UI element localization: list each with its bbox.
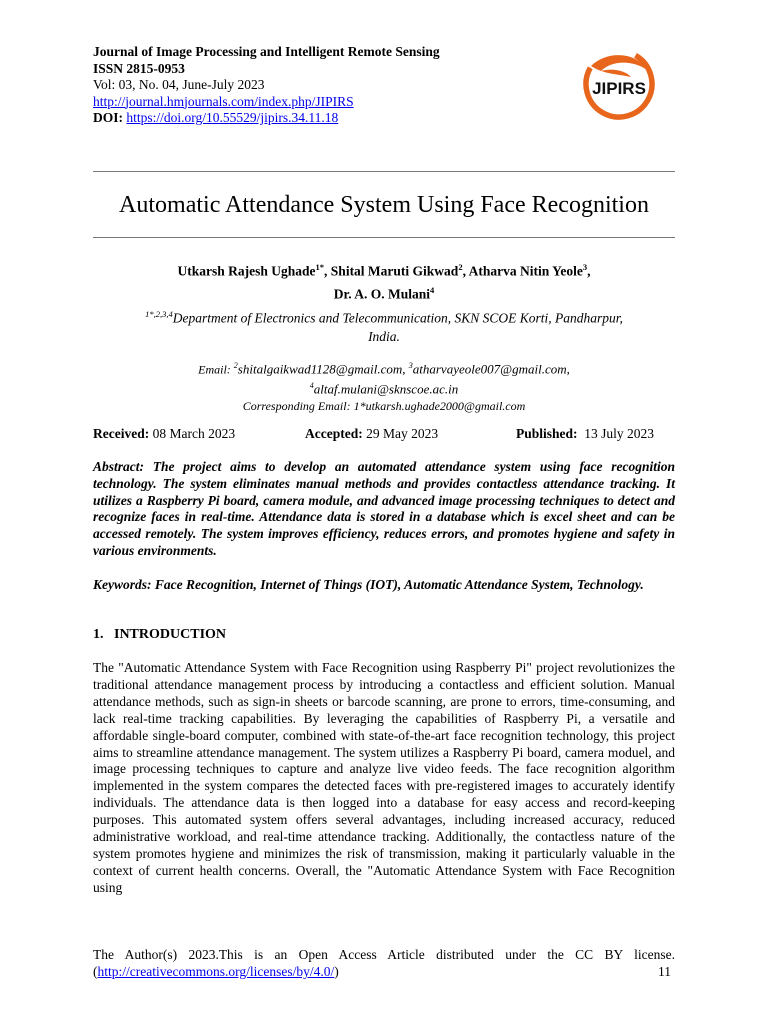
author-sup: 1* bbox=[315, 262, 325, 272]
title-rule-top bbox=[93, 171, 675, 172]
email-block: Email: $^2$shitalgaikwad1128@gmail.com, $^3$atharvayeole007@gmail.com, $^4$altaf.mulani@sknscoe.ac.in Corresponding Email: 1*utkarsh.ughade2000@gmail.com bbox=[198, 361, 570, 413]
corresponding-label: Corresponding Email: bbox=[242, 398, 354, 413]
corresponding-email: 1*utkarsh.ughade2000@gmail.com bbox=[353, 398, 526, 413]
affiliation-sup: 1*,2,3,4 bbox=[145, 309, 173, 319]
author-name: Utkarsh Rajesh Ughade bbox=[177, 263, 316, 279]
paper-page bbox=[93, 0, 675, 1024]
keywords bbox=[93, 577, 675, 594]
email-label: Email: bbox=[198, 362, 234, 377]
section-heading: 1. INTRODUCTION bbox=[93, 627, 227, 642]
doi-link[interactable]: https://doi.org/10.55529/jipirs.34.11.18 bbox=[126, 110, 339, 125]
affiliation bbox=[93, 305, 675, 346]
license-footer: The Author(s) 2023.This is an Open Access Article distributed under the CC BY license. (http://creativecommons.org/licenses/by/4.0/) 11 bbox=[93, 947, 675, 979]
author-list: Utkarsh Rajesh Ughade$^{1*}$, Shital Maruti Gikwad$^2$, Atharva Nitin Yeole$^3$, Dr. A. O. Mulani$^4$ bbox=[177, 262, 591, 301]
author-name: Dr. A. O. Mulani bbox=[333, 286, 431, 301]
affiliation-line-1: Department of Electronics and Telecommunication, SKN SCOE Korti, Pandharpur, bbox=[172, 310, 623, 326]
publication-dates bbox=[93, 425, 675, 443]
doi-label: DOI: bbox=[93, 110, 123, 125]
license-text: The Author(s) 2023.This is an Open Access Article distributed under the CC BY license. bbox=[93, 947, 675, 962]
page-number: 11 bbox=[658, 964, 671, 979]
journal-header bbox=[93, 44, 513, 127]
logo-text: JIPIRS bbox=[592, 79, 646, 98]
email-2: shitalgaikwad1128@gmail.com, bbox=[237, 361, 409, 377]
email-3: atharvayeole007@gmail.com, bbox=[412, 361, 570, 377]
abstract-text: The project aims to develop an automated attendance system using face recognition technology. The system eliminates manual methods and provides contactless attendance tracking. It utilizes a Raspberry Pi board, camera module, and advanced image processing techniques to detect and recognize faces in real-time. Attendance data is stored in a database which is excel sheet and can be accessed remotely. The system improves efficiency, reduces errors, and promotes hygiene and safety in various environments. bbox=[93, 459, 675, 558]
journal-issn: ISSN 2815-0953 bbox=[93, 60, 185, 76]
license-link[interactable]: http://creativecommons.org/licenses/by/4.0/ bbox=[97, 964, 335, 979]
received-date: Received: 08 March 2023 bbox=[93, 426, 236, 441]
email-4: altaf.mulani@sknscoe.ac.in bbox=[313, 381, 459, 397]
author-sup: 2 bbox=[458, 262, 463, 272]
paper-title: Automatic Attendance System Using Face Recognition bbox=[119, 192, 649, 218]
author-name: Shital Maruti Gikwad bbox=[330, 263, 459, 279]
jipirs-logo bbox=[571, 44, 667, 128]
journal-volume: Vol: 03, No. 04, June-July 2023 bbox=[93, 77, 265, 92]
abstract bbox=[93, 459, 675, 560]
journal-title: Journal of Image Processing and Intelligent Remote Sensing bbox=[93, 44, 440, 59]
journal-url-link[interactable]: http://journal.hmjournals.com/index.php/JIPIRS bbox=[93, 93, 354, 109]
author-sup: 4 bbox=[430, 284, 435, 295]
author-name: Atharva Nitin Yeole bbox=[468, 263, 583, 279]
accepted-date: Accepted: 29 May 2023 bbox=[305, 426, 439, 441]
title-rule-bottom bbox=[93, 237, 675, 238]
affiliation-line-2: India. bbox=[368, 328, 400, 344]
keywords-text: Face Recognition, Internet of Things (IOT), Automatic Attendance System, Technology. bbox=[154, 577, 644, 592]
published-date: Published: 13 July 2023 bbox=[516, 426, 655, 441]
introduction-paragraph: The "Automatic Attendance System with Face Recognition using Raspberry Pi" project revolutionizes the traditional attendance management process by introducing a contactless and efficient solution. Manual attendance methods, such as sign-in sheets or barcode scanning, are prone to errors, time-consuming, and lack real-time tracking capabilities. By leveraging the capabilities of Raspberry Pi, a versatile and affordable single-board computer, combined with state-of-the-art face recognition technology, this project aims to streamline attendance management. The system utilizes a Raspberry Pi board, camera moduel, and image processing techniques to capture and analyze live video feeds. The face recognition algorithm implemented in the system compares the detected faces with pre-registered images to accurately identify individuals. The attendance data is then logged into a database for easy access and record-keeping purposes. This automated system offers several advantages, including increased accuracy, reduced administrative workload, and real-time attendance tracking. Additionally, the contactless nature of the system promotes hygiene and minimizes the risk of transmission, making it particularly valuable in the context of current health concerns. Overall, the "Automatic Attendance System with Face Recognition using bbox=[93, 660, 675, 895]
abstract-label: Abstract: bbox=[93, 459, 145, 474]
author-sup: 3 bbox=[582, 262, 588, 272]
keywords-label: Keywords: bbox=[93, 577, 152, 592]
